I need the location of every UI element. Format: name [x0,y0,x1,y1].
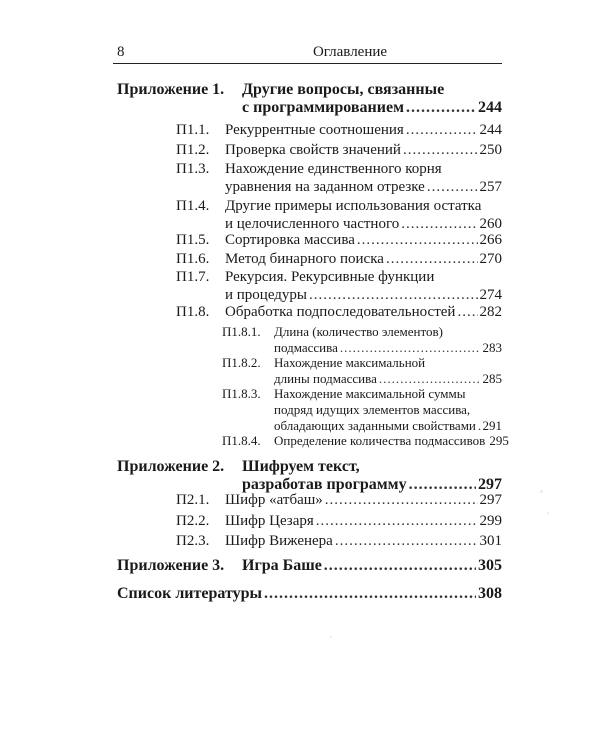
dot-leader [335,532,478,550]
section-number: П2.1. [176,492,210,508]
page-ref: 299 [479,513,502,529]
toc-appendix-3[interactable] [117,557,502,575]
dot-leader [264,585,476,603]
paper-speck [547,512,549,514]
toc-section[interactable] [176,268,502,304]
appendix-title-line: Игра Баше [242,557,322,574]
section-title: Проверка свойств значений [225,142,401,158]
toc-subsection[interactable] [222,355,502,387]
toc-appendix-1[interactable] [117,81,502,121]
subsection-title: обладающих заданными свойствами [274,418,476,433]
section-title: Шифр «атбаш» [225,492,323,508]
page-ref: 244 [478,99,502,116]
toc-section[interactable] [176,512,502,530]
section-title-line: Рекурсия. Рекурсивные функции [225,269,435,285]
section-title: Шифр Виженера [225,533,333,549]
page-ref: 301 [479,533,502,549]
section-title: уравнения на заданном отрезке [225,179,425,195]
section-number: П1.8. [176,304,210,320]
subsection-number: П1.8.2. [222,355,261,370]
dot-leader [406,99,476,117]
page-ref: 270 [479,251,502,267]
paper-speck [330,636,332,638]
subsection-title: Определение количества подмассивов [274,433,486,448]
appendix-title-line: Другие вопросы, связанные [242,81,445,98]
dot-leader [357,231,478,249]
paper-speck [540,490,543,493]
dot-leader [379,371,481,387]
toc-section[interactable] [176,197,502,233]
section-number: П1.6. [176,251,210,267]
section-number: П1.7. [176,269,210,285]
toc-subsection[interactable] [222,386,502,434]
section-title: и процедуры [225,287,308,303]
section-number: П2.3. [176,533,210,549]
section-title: и целочисленного частного [225,216,400,232]
page-ref: 308 [478,585,502,602]
page-ref: 282 [479,304,502,320]
dot-leader [406,121,478,139]
page-ref: 250 [479,142,502,158]
section-number: П1.2. [176,142,210,158]
toc-section[interactable] [176,303,502,321]
page-ref: 274 [479,287,502,303]
section-number: П1.1. [176,122,210,138]
appendix-title-line: разработав программу [242,476,407,493]
section-number: П1.4. [176,198,210,214]
dot-leader [427,178,478,196]
section-title: Метод бинарного поиска [225,251,384,267]
section-title-line: Нахождение единственного корня [225,161,442,177]
header-rule [113,63,502,64]
toc-section[interactable] [176,532,502,550]
toc-section[interactable] [176,160,502,196]
toc-section[interactable] [176,231,502,249]
dot-leader [403,141,478,159]
section-title: Рекуррентные соотношения [225,122,404,138]
page-ref: 285 [482,371,502,386]
subsection-number: П1.8.1. [222,324,261,339]
toc-subsection[interactable] [222,433,509,449]
page-ref: 305 [478,557,502,574]
dot-leader [386,250,478,268]
dot-leader [340,340,481,356]
subsection-title-line: Длина (количество элементов) [274,324,443,339]
subsection-title: подмассива [274,340,338,355]
toc-section[interactable] [176,121,502,139]
section-title: Сортировка массива [225,232,355,248]
page-ref: 260 [479,216,502,232]
section-number: П1.5. [176,232,210,248]
page-ref: 257 [479,179,502,195]
dot-leader [324,557,476,575]
appendix-title-line: Шифруем текст, [242,458,360,475]
section-title: Шифр Цезаря [225,513,314,529]
section-number: П1.3. [176,161,210,177]
page-ref: 297 [478,476,502,493]
dot-leader [457,303,477,321]
page-ref: 295 [489,433,509,448]
toc-section[interactable] [176,491,502,509]
subsection-number: П1.8.4. [222,433,261,448]
toc-section[interactable] [176,141,502,159]
section-title: Обработка подпоследовательностей [225,304,456,320]
running-header-title: Оглавление [312,44,388,60]
subsection-title-line: Нахождение максимальной суммы [274,386,466,401]
dot-leader [309,286,477,304]
section-number: П2.2. [176,513,210,529]
subsection-number: П1.8.3. [222,386,261,401]
section-title-line: Другие примеры использования остатка [225,198,482,214]
page-ref: 244 [479,122,502,138]
subsection-title: длины подмассива [274,371,377,386]
dot-leader [325,491,478,509]
page-ref: 266 [479,232,502,248]
toc-subsection[interactable] [222,324,502,356]
toc-literature[interactable] [117,585,502,603]
page-number: 8 [117,44,125,60]
toc-section[interactable] [176,250,502,268]
subsection-title-line: Нахождение максимальной [274,355,426,370]
appendix-label: Приложение 1. [117,81,225,98]
literature-label: Список литературы [117,585,262,602]
appendix-title-line: с программированием [242,99,404,116]
page-ref: 283 [482,340,502,355]
dot-leader [478,418,481,434]
appendix-label: Приложение 3. [117,557,225,574]
dot-leader [316,512,478,530]
page-ref: 297 [479,492,502,508]
appendix-label: Приложение 2. [117,458,225,475]
page-ref: 291 [482,418,502,433]
subsection-title-line: подряд идущих элементов массива, [274,402,471,417]
